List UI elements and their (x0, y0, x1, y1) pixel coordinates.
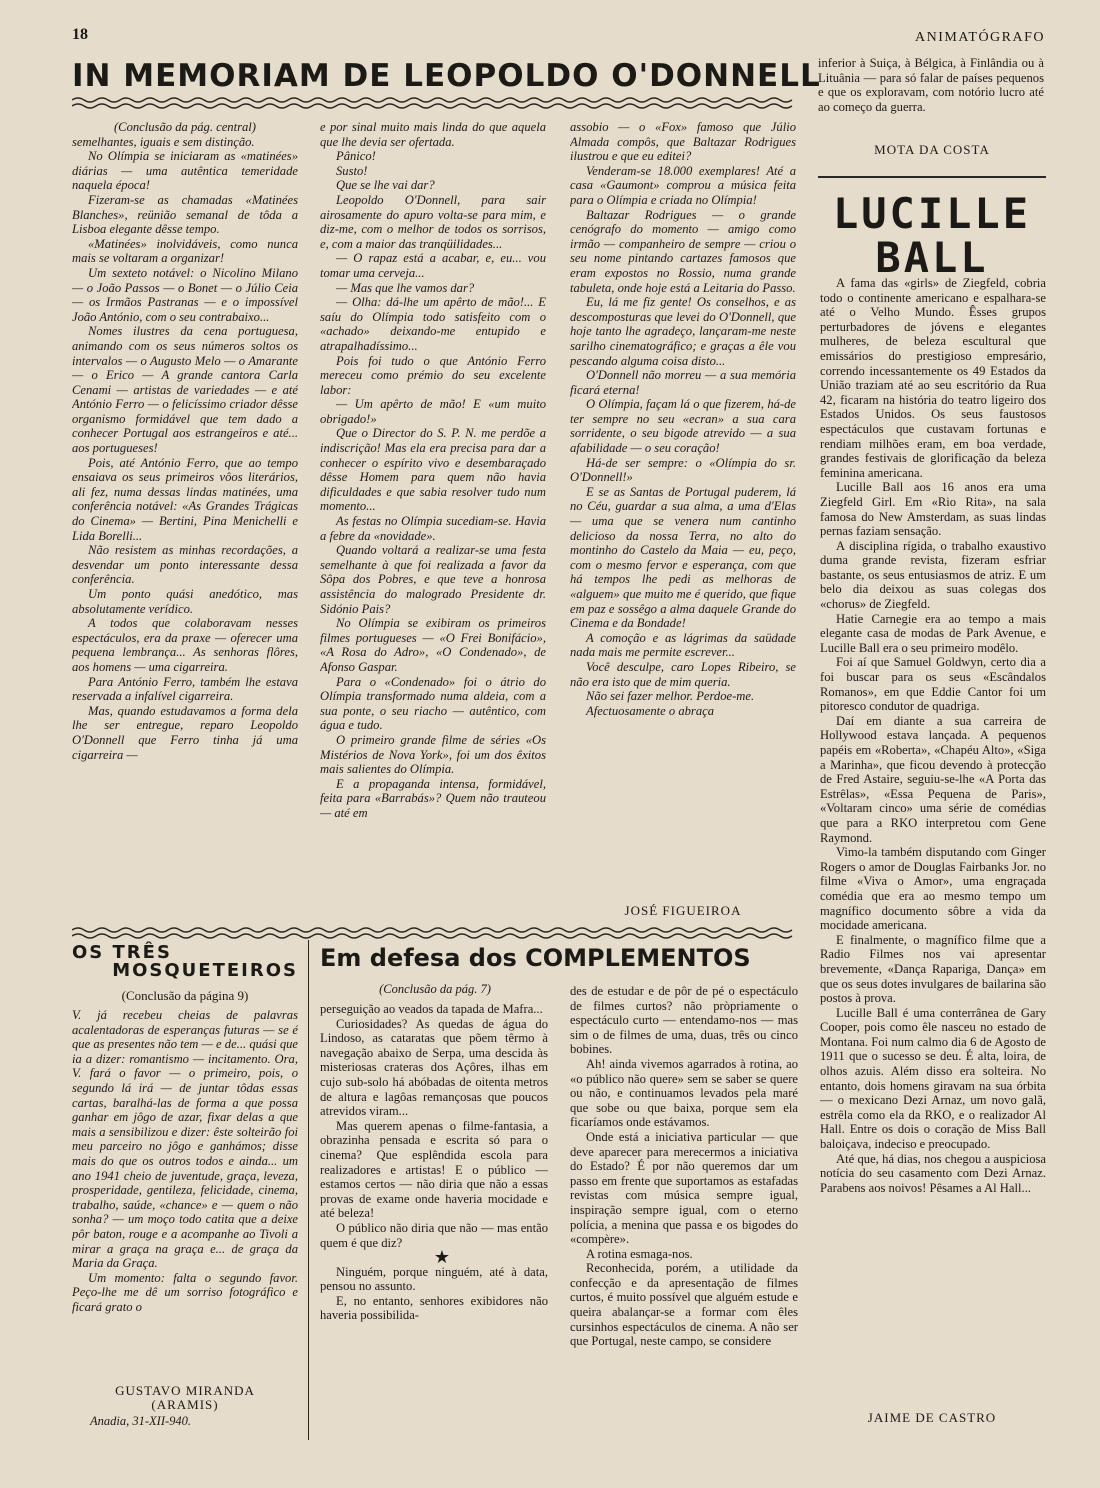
publication-name: ANIMATÓGRAFO (915, 30, 1046, 45)
paragraph: Não resistem as minhas recordações, a desvendar um ponto interessante dessa conferência. (72, 543, 298, 587)
paragraph: A rotina esmaga-nos. (586, 1246, 693, 1261)
paragraph: Ninguém, porque ninguém, até à data, pensou no assunto. (320, 1264, 548, 1294)
page-number: 18 (72, 26, 88, 43)
paragraph: E finalmente, o magnífico filme que a Radio Filmes nos vai apresentar brevemente, «Dança Rapariga, Dança» em que os seus dotes invulgares de bailarina são postos à prova. (820, 932, 1046, 1006)
paragraph: Você desculpe, caro Lopes Ribeiro, se não era isto que de mim queria. (570, 659, 796, 689)
paragraph: Reconhecida, porém, a utilidade da confecção e da apresentação de filmes curtos, é muito possível que alguém estude e queira abalançar-se a formar com êles cursinhos espectáculos de cinema. A não ser que Portugal, neste campo, se considere (570, 1261, 798, 1349)
title-line: LUCILLE (832, 189, 1031, 238)
paragraph: Daí em diante a sua carreira de Hollywood estava lançada. A pequenos papéis em «Roberta», «Chapéu Alto», «Siga a Marinha», que ficou devendo à protecção de Fred Astaire, seguiu-se-lhe «A Porta das Estrêlas», «Essa Pequena de Paris», «Voltaram cinco» uma série de comédias que para a RKO interpretou com Gene Raymond. (820, 713, 1046, 845)
paragraph: — Olha: dá-lhe um apêrto de mão!... E saíu do Olímpia todo satisfeito com o «achado» deixando-me entupido e atrapalhadíssimo... (320, 295, 546, 353)
lucille-ball-title (818, 189, 1046, 282)
column-rule (308, 940, 309, 1440)
place-date: Anadia, 31-XII-940. (90, 1414, 192, 1428)
paragraph: Eu, lá me fiz gente! Os conselhos, e as descomposturas que levei do O'Donnell, que hoje tanto lhe agradeço, lançaram-me neste sarilho cinematográfico; e graças a êle vou pescando alguma coisa disto... (570, 295, 796, 368)
paragraph: — Um apêrto de mão! E «um muito obrigado!» (320, 397, 546, 426)
sidebar-top-text (818, 56, 1044, 130)
paragraph: Lucille Ball aos 16 anos era uma Ziegfeld Girl. Em «Rio Rita», na sala famosa do New Amsterdam, as suas lindas pernas faziam sensação. (820, 480, 1046, 539)
paragraph: Curiosidades? As quedas de água do Lindoso, as cataratas que põem têrmo à navegação abaixo de Serpa, uma descida às misteriosas crateras dos Açôres, ilhas em cujo sub-solo há abóbadas de oitenta metros de altura e lagôas remançosas que poucos atrevidos viram... (320, 1016, 548, 1119)
memoriam-column-2 (320, 120, 546, 920)
paragraph: des de estudar e de pôr de pé o espectáculo de filmes curtos? não pròpriamente o espectáculo curto — entendamo-nos — mas sim o de filmes de uma, duas, três ou cinco bobines. (570, 984, 798, 1057)
lucille-signature: JAIME DE CASTRO (867, 1410, 997, 1425)
paragraph: «Matinées» inolvidáveis, como nunca mais se voltaram a organizar! (72, 236, 298, 266)
paragraph: Para o «Condenado» foi o átrio do Olímpia transformado numa aldeia, com a sua ponte, o seu riacho — autêntico, com água e tudo. (320, 674, 546, 733)
paragraph: Pois foi tudo o que António Ferro mereceu como prémio do seu excelente labor: (320, 353, 546, 397)
paragraph: Baltazar Rodrigues — o grande cenógrafo do momento — amigo como irmão — companheiro de sempre — criou o seu nome pintando cartazes famosos que eram expostos no Rossio, numa grande tabuleta, onde hoje está a Leitaria do Passo. (570, 207, 796, 295)
paragraph: Onde está a iniciativa particular — que deve aparecer para merecermos a iniciativa do Estado? É por não queremos dar um passo em frente que suportamos as estafadas revistas com música sempre igual, inspiração sempre igual, com o eterno polícia, a menina que passa e os bigodes do «compère». (570, 1129, 798, 1247)
paragraph: V. já recebeu cheias de palavras acalentadoras de esperanças futuras — se é que as presentes não tem — e de... quási que ia a dizer: romantismo — incitamento. Ora, V. fará o favor — o primeiro, pois, o segundo lá irá — de juntar tôdas essas cartas, baralhá-las de forma a que possa ganhar em jôgo de azar, fixar delas a que mais a sensibilizou e dizer: êste solteirão foi meu parceiro no jôgo e ganhámos; disse mais do que os outros todos e ainda... um ano 1941 cheio de juventude, graça, leveza, prosperidade, gentileza, felicidade, cinema, trabalho, saúde, «chance» e — quem o não sonha? — um moço todo catita que a deixe pôr baton, rouge e a acompanhe ao Tivoli a mirar a graça na graça e... de graça da Maria da Graça. (72, 1008, 298, 1271)
paragraph: perseguição ao veados da tapada de Mafra... (320, 1002, 543, 1016)
paragraph: No Olímpia se iniciaram as «matinées» diárias — uma autêntica temeridade naquela época! (72, 149, 298, 193)
memoriam-column-3 (570, 120, 796, 890)
paragraph: Foi aí que Samuel Goldwyn, certo dia a foi buscar para os seus «Escândalos Romanos», em que Eddie Cantor foi um pitoresco condutor de quadriga. (820, 655, 1046, 714)
paragraph: Pois, até António Ferro, que ao tempo ensaiava os seus primeiros vôos literários, ali fez, numa dessas lindas matinées, uma conferência notável: «As Grandes Trágicas do Cinema» — Bertini, Pina Menichelli e Lida Borelli... (72, 455, 298, 543)
mosqueteiros-article (72, 1008, 298, 1384)
paragraph: — Mas que lhe vamos dar? (336, 280, 475, 295)
continuation-note: (Conclusão da pág. central) (113, 120, 256, 134)
paragraph: e por sinal muito mais linda do que aquela que lhe devia ser ofertada. (320, 120, 546, 149)
wavy-divider-top (72, 96, 796, 110)
paragraph: A comoção e as lágrimas da saüdade nada mais me permite escrever... (570, 630, 796, 660)
paragraph: Não sei fazer melhor. Perdoe-me. (586, 689, 755, 704)
paragraph: Há-de ser sempre: o «Olímpia do sr. O'Donnell!» (570, 455, 796, 485)
paragraph: Para António Ferro, também lhe estava reservada a infalível cigarreira. (72, 674, 298, 704)
paragraph: As festas no Olímpia sucediam-se. Havia a febre da «novidade». (320, 514, 546, 543)
paragraph: semelhantes, iguais e sem distinção. (72, 134, 255, 149)
lucille-ball-article (820, 276, 1046, 1398)
paragraph: A fama das «girls» de Ziegfeld, cobria todo o continente americano e espalhara-se até o Velho Mundo. Êsses grupos perturbadores de jóvens e elegantes mulheres, de beleza escultural que emissários do prestigioso empresário, correndo incessantemente os 49 Estados da União traziam até ao seu escritório da Rua 42, ficaram na história do teatro ligeiro dos Estados Unidos. Os seus faustosos espectáculos que custavam fortunas e rendiam milhões eram, em boa verdade, grandes festivais de glorificação da beleza feminina americana. (820, 276, 1046, 480)
memoriam-column-1 (72, 120, 298, 920)
paragraph: O primeiro grande filme de séries «Os Mistérios de Nova York», foi um dos êxitos mais salientes do Olímpia. (320, 732, 546, 777)
paragraph: O Olímpia, façam lá o que fizerem, há-de ter sempre no seu «ecran» a sua cara sorridente, o seu bigode atrevido — a sua afabilidade — o seu coração! (570, 397, 796, 456)
paragraph: Quando voltará a realizar-se uma festa semelhante à que foi realizada a favor da Sôpa dos Pobres, e que teve a honrosa assistência do malogrado Presidente dr. Sidónio Pais? (320, 543, 546, 616)
section-rule (818, 176, 1046, 178)
complementos-column-2 (570, 984, 798, 1422)
author-name: GUSTAVO MIRANDA (115, 1383, 255, 1398)
mosqueteiros-signature (72, 1384, 298, 1412)
author-signature: JOSÉ FIGUEIROA (624, 903, 742, 918)
paragraph: O'Donnell não morreu — a sua memória ficará eterna! (570, 368, 796, 397)
wavy-divider-bottom (72, 926, 796, 940)
paragraph: A disciplina rígida, o trabalho exaustivo duma grande revista, fizeram esfriar bastante, os seus entusiasmos de atriz. E um belo dia deixou as suas colegas dos «chorus» de Ziegfeld. (820, 538, 1046, 612)
paragraph: Mas, quando estudavamos a forma dela lhe ser entregue, reparo Leopoldo O'Donnell que Ferro tinha já uma cigarreira — (72, 703, 298, 762)
paragraph: Pânico! (336, 149, 376, 164)
title-line: BALL (875, 233, 989, 282)
paragraph: Um momento: falta o segundo favor. Peço-lhe me dê um sorriso fotográfico e ficará grato o (72, 1270, 298, 1314)
paragraph: Hatie Carnegie era ao tempo a mais elegante casa de modas de Park Avenue, e Lucille Ball era o seu primeiro modêlo. (820, 611, 1046, 655)
paragraph: Susto! (336, 163, 368, 178)
paragraph: Afectuosamente o abraça (586, 703, 715, 718)
complementos-title: Em defesa dos COMPLEMENTOS (320, 944, 751, 972)
paragraph: Um ponto quási anedótico, mas absolutamente verídico. (72, 587, 298, 616)
author-alias: (ARAMIS) (151, 1397, 219, 1412)
paragraph: Mas querem apenas o filme-fantasia, a obrazinha pensada e escrita só para o cinema? Que esplêndida escola para realizadores e artistas! E o público — estamos certos — não diria que não a essas provas de exame onde haveria mocidade e até beleza! (320, 1118, 548, 1221)
paragraph: Um sexteto notável: o Nicolino Milano — o João Passos — o Bonet — o Júlio Ceia — os Irmãos Pastranas — e o impossível João António, com o seu contrabaixo... (72, 265, 298, 324)
paragraph: E, no entanto, senhores exibidores não haveria possibilida- (320, 1293, 548, 1323)
continuation-note: (Conclusão da pág. 7) (379, 982, 491, 996)
paragraph: — O rapaz está a acabar, e, eu... vou tomar uma cerveja... (320, 251, 546, 280)
paragraph: Que se lhe vai dar? (336, 178, 435, 193)
paragraph: E a propaganda intensa, formidável, feita para «Barrabás»? Quem não trauteou — até em (320, 776, 546, 820)
sidebar-top-signature: MOTA DA COSTA (874, 142, 990, 157)
paragraph: Até que, há dias, nos chegou a auspiciosa notícia do seu casamento com Dezi Arnaz. Parabens aos noivos! Pêsames a Al Hall... (820, 1151, 1046, 1195)
mosqueteiros-title (72, 944, 298, 980)
paragraph: Venderam-se 18.000 exemplares! Até a casa «Gaumont» comprou a música feita para o Olímpia e criada no Olímpia! (570, 163, 796, 207)
paragraph: inferior à Suiça, à Bélgica, à Finlândia ou à Lituânia — para só falar de países pequenos e que os exploravam, com notório lucro até ao começo da guerra. (818, 56, 1044, 114)
paragraph: Vimo-la também disputando com Ginger Rogers o amor de Douglas Fairbanks Jor. no filme «Viva o Amor», uma engraçada comédia que era ao mesmo tempo um magnífico documento sôbre a vida da mocidade americana. (820, 845, 1046, 933)
paragraph: No Olímpia se exibiram os primeiros filmes portugueses — «O Frei Bonifácio», «A Rosa do Adro», «O Condenado», de Afonso Gaspar. (320, 616, 546, 674)
title-line: MOSQUETEIROS (112, 960, 298, 981)
complementos-column-1 (320, 1002, 548, 1422)
paragraph: E se as Santas de Portugal puderem, lá no Céu, guardar a sua alma, a uma d'Elas — uma que se venera num cantinho delicioso da nossa Terra, no alto do montinho do Castelo da Maia — eu, peço, com o mesmo fervor e esperança, com que há tempos lhe pedi as melhoras de «alguem» que muito me é querido, que fique em paz e sossêgo a alma daquele Grande do Cinema e da Bondade! (570, 484, 796, 631)
paragraph: A todos que colaboravam nesses espectáculos, era da praxe — oferecer uma pequena lembrança... As senhoras flôres, aos homens — uma cigarreira. (72, 616, 298, 674)
title-line: OS TRÊS (72, 942, 172, 963)
continuation-note: (Conclusão da página 9) (121, 988, 249, 1003)
paragraph: Nomes ilustres da cena portuguesa, animando com os seus números soltos os intervalos — o Augusto Melo — o Amarante — o Erico — A grande cantora Carla Cenami — artistas de variedades — e até António Ferro — o felicíssimo criador dêsse organismo formidável que tem dado a conhecer Portugal aos estrangeiros e até... aos portugueses! (72, 324, 298, 456)
page-title: IN MEMORIAM DE LEOPOLDO O'DONNELL (72, 58, 821, 94)
paragraph: assobio — o «Fox» famoso que Júlio Almada compôs, que Baltazar Rodrigues ilustrou e que eu editei? (570, 120, 796, 164)
star-ornament: ★ (433, 1247, 451, 1268)
paragraph: O público não diria que não — mas então quem é que diz? (320, 1220, 548, 1250)
paragraph: Que o Director do S. P. N. me perdõe a indiscrição! Mas ela era precisa para dar a conhecer o espírito vivo e desembaraçado dêsse Homem para quem não havia dificuldades e que sabia resolver tudo num momento... (320, 426, 546, 514)
paragraph: Leopoldo O'Donnell, para sair airosamente do apuro volta-se para mim, e diz-me, com o melhor de todos os sorrisos, e, com a maior das tranqüilidades... (320, 192, 546, 251)
paragraph: Ah! ainda vivemos agarrados à rotina, ao «o público não quere» sem se saber se quere ou não, e continuamos levados pela maré que sobe ou que baixa, porque sem ela ficaríamos onde estávamos. (570, 1056, 798, 1130)
paragraph: Fizeram-se as chamadas «Matinées Blanches», reünião semanal de tôda a Lisboa elegante dêsse tempo. (72, 192, 298, 237)
paragraph: Lucille Ball é uma conterrânea de Gary Cooper, pois como êle nasceu no estado de Montana. Foi num calmo dia 6 de Agosto de 1911 que o sucesso se deu. É alta, loira, de olhos azuis. Além disso era solteira. No entanto, dois homens giravam na sua órbita — o mexicano Dezi Arnaz, um novo galã, estrêla como ela da RKO, e o realizador Al Hall. Entre os dois o coração de Miss Ball baloiçava, indeciso e preocupado. (820, 1005, 1046, 1152)
